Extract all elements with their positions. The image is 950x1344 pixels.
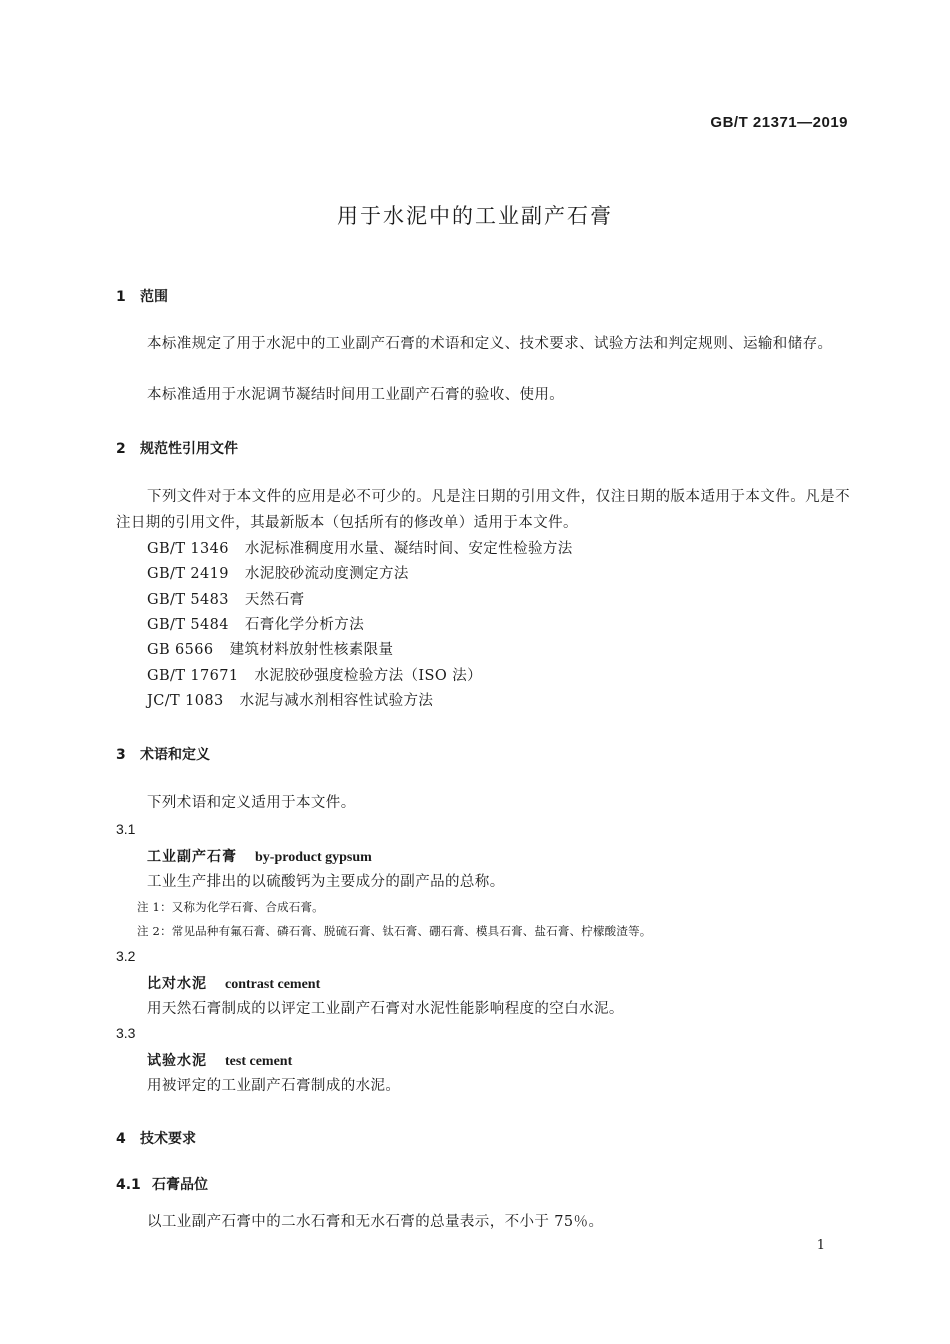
section-title: 规范性引用文件 [140,441,238,457]
term-english: test cement [225,1054,293,1069]
reference-item [147,689,433,710]
section-title: 术语和定义 [140,747,210,763]
reference-code: GB 6566 [147,642,214,658]
standard-number: GB/T 21371—2019 [710,114,848,131]
section-1-heading [116,286,168,306]
section-2-paragraph-1: 下列文件对于本文件的应用是必不可少的。凡是注日期的引用文件，仅注日期的版本适用于本文件。凡是不注日期的引用文件，其最新版本（包括所有的修改单）适用于本文件。 [116,489,850,531]
term-definition: 用被评定的工业副产石膏制成的水泥。 [147,1078,401,1094]
term-english: by-product gypsum [255,850,372,865]
section-number: 4 [116,1131,126,1147]
reference-code: GB/T 2419 [147,566,229,582]
term-number: 3.2 [116,948,136,964]
term-note: 注 1：又称为化学石膏、合成石膏。 [137,900,324,914]
section-number: 1 [116,289,126,305]
term-heading [147,1050,292,1070]
reference-item [147,638,393,659]
section-3-intro: 下列术语和定义适用于本文件。 [147,795,356,811]
reference-title: 建筑材料放射性核素限量 [229,642,394,658]
reference-title: 天然石膏 [244,592,305,608]
term-number: 3.1 [116,821,136,837]
document-title: 用于水泥中的工业副产石膏 [337,204,613,228]
subsection-4-1-paragraph: 以工业副产石膏中的二水石膏和无水石膏的总量表示，不小于 75％。 [147,1214,604,1230]
reference-code: GB/T 17671 [147,668,239,684]
reference-code: GB/T 5484 [147,617,229,633]
reference-title: 水泥与减水剂相容性试验方法 [239,693,434,709]
reference-code: GB/T 5483 [147,592,229,608]
section-1-paragraph-1: 本标准规定了用于水泥中的工业副产石膏的术语和定义、技术要求、试验方法和判定规则、运输和储存。 [147,336,833,352]
reference-title: 水泥胶砂强度检验方法（ISO 法） [254,668,482,684]
section-number: 2 [116,441,126,457]
reference-item [147,664,482,685]
term-definition: 用天然石膏制成的以评定工业副产石膏对水泥性能影响程度的空白水泥。 [147,1001,624,1017]
reference-title: 水泥标准稠度用水量、凝结时间、安定性检验方法 [244,541,573,557]
subsection-number: 4.1 [116,1177,141,1193]
subsection-4-1-heading [116,1174,208,1194]
section-title: 范围 [140,289,168,305]
page-number: 1 [816,1238,825,1253]
reference-title: 石膏化学分析方法 [244,617,365,633]
reference-item [147,537,573,558]
reference-item [147,613,364,634]
term-chinese: 工业副产石膏 [147,849,237,865]
term-definition: 工业生产排出的以硫酸钙为主要成分的副产品的总称。 [147,874,505,890]
term-number: 3.3 [116,1025,136,1041]
reference-title: 水泥胶砂流动度测定方法 [244,566,409,582]
reference-code: GB/T 1346 [147,541,229,557]
term-english: contrast cement [225,977,321,992]
reference-item [147,562,409,583]
section-2-heading [116,438,238,458]
term-note: 注 2：常见品种有氟石膏、磷石膏、脱硫石膏、钛石膏、硼石膏、模具石膏、盐石膏、柠檬酸渣等。 [137,924,652,938]
section-1-paragraph-2: 本标准适用于水泥调节凝结时间用工业副产石膏的验收、使用。 [147,387,565,403]
term-chinese: 比对水泥 [147,976,207,992]
section-4-heading [116,1128,196,1148]
reference-code: JC/T 1083 [147,693,224,709]
subsection-title: 石膏品位 [152,1177,208,1193]
reference-item [147,588,305,609]
term-heading [147,973,320,993]
section-number: 3 [116,747,126,763]
section-title: 技术要求 [140,1131,196,1147]
term-chinese: 试验水泥 [147,1053,207,1069]
section-3-heading [116,744,210,764]
term-heading [147,846,372,866]
